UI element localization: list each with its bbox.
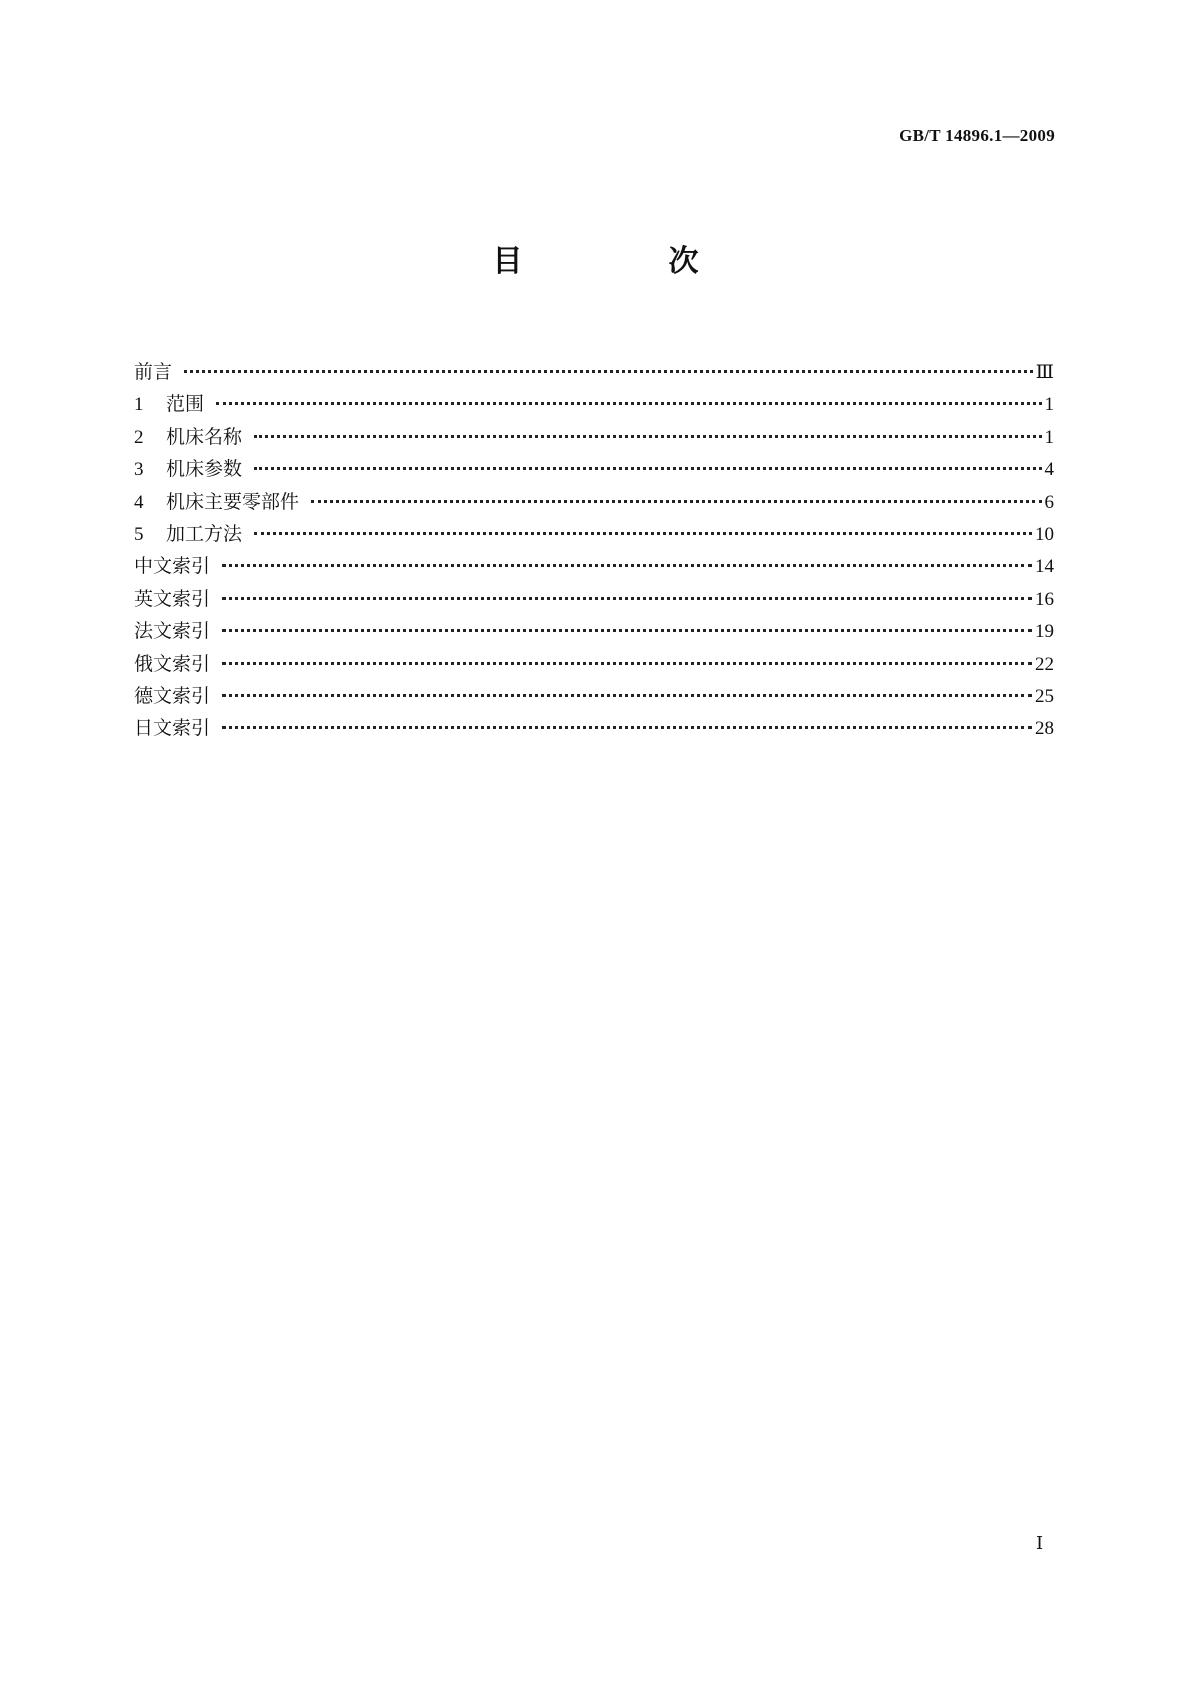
page-number: Ⅰ [1036,1533,1044,1553]
toc-entry-machine-parameters[interactable] [134,454,1054,486]
toc-entry-german-index[interactable] [134,681,1054,713]
toc-entry-number: 3 [134,459,144,481]
toc-entry-page: 16 [1035,588,1054,610]
toc-entry-page: 6 [1044,491,1054,513]
toc-entry-english-index[interactable] [134,584,1054,616]
dot-leader [222,597,1032,600]
toc-entry-number: 5 [134,523,144,545]
dot-leader [254,467,1041,470]
dot-leader [311,500,1041,503]
toc-entry-label: 中文索引 [134,556,211,578]
toc-entry-page: 14 [1035,556,1054,578]
toc-entry-page: 25 [1035,685,1054,707]
toc-entry-machining-methods[interactable] [134,519,1054,551]
table-of-contents [134,357,1054,746]
toc-entry-label: 法文索引 [134,621,211,643]
dot-leader [222,564,1032,567]
toc-entry-label: 德文索引 [134,685,211,707]
toc-entry-page: 22 [1035,653,1054,675]
toc-entry-label: 英文索引 [134,588,211,610]
toc-entry-scope[interactable] [134,389,1054,421]
toc-entry-number: 2 [134,426,144,448]
toc-entry-page: Ⅲ [1035,362,1054,383]
toc-entry-foreword[interactable] [134,357,1054,389]
standard-number: GB/T 14896.1—2009 [899,126,1055,145]
toc-entry-machine-names[interactable] [134,422,1054,454]
dot-leader [216,402,1041,405]
toc-entry-russian-index[interactable] [134,649,1054,681]
toc-entry-japanese-index[interactable] [134,713,1054,745]
toc-entry-chinese-index[interactable] [134,551,1054,583]
toc-entry-page: 1 [1044,426,1054,448]
page-title: 目 次 [492,244,757,279]
dot-leader [254,532,1032,535]
toc-entry-label: 日文索引 [134,718,211,740]
toc-entry-page: 10 [1035,523,1054,545]
dot-leader [222,629,1032,632]
toc-entry-main-components[interactable] [134,487,1054,519]
toc-entry-label: 范围 [166,394,205,416]
toc-entry-label: 机床主要零部件 [166,491,300,513]
toc-entry-label: 加工方法 [166,523,243,545]
toc-entry-number: 1 [134,394,144,416]
toc-entry-label: 前言 [134,362,173,383]
toc-entry-page: 28 [1035,718,1054,740]
dot-leader [222,726,1032,729]
toc-entry-number: 4 [134,491,144,513]
toc-entry-label: 俄文索引 [134,653,211,675]
toc-entry-page: 19 [1035,621,1054,643]
toc-entry-label: 机床名称 [166,426,243,448]
toc-entry-page: 4 [1044,459,1054,481]
dot-leader [222,662,1032,665]
dot-leader [254,435,1041,438]
toc-entry-page: 1 [1044,394,1054,416]
toc-entry-label: 机床参数 [166,459,243,481]
toc-entry-french-index[interactable] [134,616,1054,648]
dot-leader [222,694,1032,697]
dot-leader [184,370,1033,373]
